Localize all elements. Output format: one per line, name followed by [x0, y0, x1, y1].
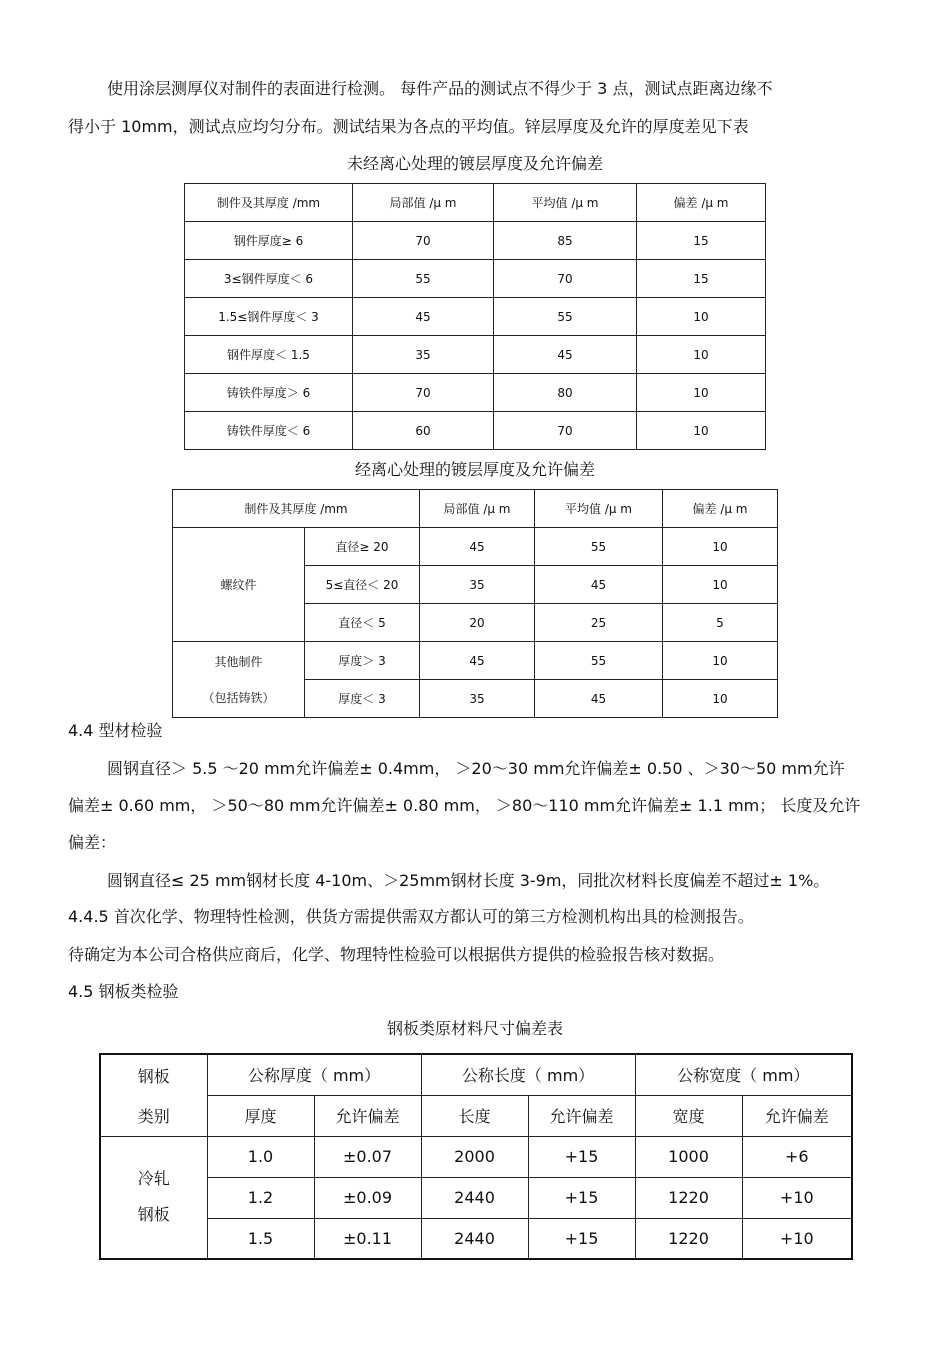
table-cell: 35 [420, 680, 535, 718]
table-cell: 55 [494, 298, 637, 336]
table-cell: 15 [637, 222, 766, 260]
table3-group-header-row [100, 1054, 852, 1095]
table-cell: 2440 [421, 1218, 528, 1259]
table2-header: 偏差 /μ m [663, 490, 778, 528]
table-cell: 80 [494, 374, 637, 412]
table-cell: +15 [528, 1218, 635, 1259]
table-cell: 3≤钢件厚度＜ 6 [185, 260, 353, 298]
table-cell: 2440 [421, 1177, 528, 1218]
table3-subheader: 厚度 [207, 1095, 314, 1136]
table2-caption: 经离心处理的镀层厚度及允许偏差 [354, 460, 595, 479]
table-cell: 45 [494, 336, 637, 374]
table-cell: 1220 [635, 1218, 742, 1259]
table3-category-line1: 冷轧 [137, 1169, 170, 1189]
section-4-4-5-line2: 待确定为本公司合格供应商后，化学、物理特性检验可以根据供方提供的检验报告核对数据。 [68, 945, 725, 964]
table-cell: 10 [637, 412, 766, 450]
table-cell: 45 [353, 298, 494, 336]
table-row [100, 1218, 852, 1259]
intro-line-1: 使用涂层测厚仪对制件的表面进行检测。 每件产品的测试点不得少于 3 点，测试点距离边缘不 [107, 79, 773, 98]
section-4-4-p1-line1: 圆钢直径＞ 5.5 ～20 mm允许偏差± 0.4mm， ＞20～30 mm允许偏差± 0.50 、＞30～50 mm允许 [107, 759, 845, 778]
table-centrifuged [172, 489, 778, 718]
table-cell: 35 [420, 566, 535, 604]
table3-group-thickness: 公称厚度（ mm） [207, 1054, 421, 1095]
table-cell: 5≤直径＜ 20 [305, 566, 420, 604]
table-cell: +10 [742, 1218, 852, 1259]
table3-category [100, 1136, 207, 1259]
table-row [173, 528, 778, 566]
table-row [100, 1177, 852, 1218]
table-cell: 厚度＜ 3 [305, 680, 420, 718]
table2-header: 局部值 /μ m [420, 490, 535, 528]
table-cell: 10 [663, 566, 778, 604]
table-cell: 1.5 [207, 1218, 314, 1259]
table3-caption: 钢板类原材料尺寸偏差表 [386, 1019, 563, 1038]
table-steel-plate [99, 1053, 853, 1260]
table-cell: 35 [353, 336, 494, 374]
table-row [185, 412, 766, 450]
table-cell: 1.2 [207, 1177, 314, 1218]
table-cell: 70 [494, 412, 637, 450]
table-cell: 45 [535, 566, 663, 604]
intro-line-2: 得小于 10mm，测试点应均匀分布。测试结果为各点的平均值。锌层厚度及允许的厚度差见下表 [68, 117, 749, 136]
table1-header: 局部值 /μ m [353, 184, 494, 222]
table-cell: 85 [494, 222, 637, 260]
table3-subheader: 允许偏差 [742, 1095, 852, 1136]
group-label-threaded: 螺纹件 [173, 528, 305, 642]
table-cell: ±0.09 [314, 1177, 421, 1218]
table-cell: ±0.11 [314, 1218, 421, 1259]
section-4-4-p2: 圆钢直径≤ 25 mm钢材长度 4-10m、＞25mm钢材长度 3-9m，同批次材料长度偏差不超过± 1%。 [107, 871, 830, 890]
table1-header: 制件及其厚度 /mm [185, 184, 353, 222]
table-cell: 45 [420, 642, 535, 680]
table-cell: 55 [535, 528, 663, 566]
table-cell: 5 [663, 604, 778, 642]
table-cell: 钢件厚度≥ 6 [185, 222, 353, 260]
table-cell: 60 [353, 412, 494, 450]
table-cell: 直径≥ 20 [305, 528, 420, 566]
table3-sub-header-row [100, 1095, 852, 1136]
table-cell: 10 [663, 528, 778, 566]
table2-header-row [173, 490, 778, 528]
table1-header: 平均值 /μ m [494, 184, 637, 222]
section-4-4-5-line1: 4.4.5 首次化学、物理特性检测，供货方需提供需双方都认可的第三方检测机构出具的检测报告。 [68, 907, 754, 926]
table3-group-length: 公称长度（ mm） [421, 1054, 635, 1095]
table3-group-width: 公称宽度（ mm） [635, 1054, 852, 1095]
table-cell: 55 [353, 260, 494, 298]
table-cell: +10 [742, 1177, 852, 1218]
table2-header: 制件及其厚度 /mm [173, 490, 420, 528]
table3-subheader: 允许偏差 [314, 1095, 421, 1136]
section-4-4-heading: 4.4 型材检验 [68, 721, 163, 740]
table-row [173, 642, 778, 680]
table1-header: 偏差 /μ m [637, 184, 766, 222]
table-cell: 15 [637, 260, 766, 298]
table-cell: ±0.07 [314, 1136, 421, 1177]
table3-subheader: 允许偏差 [528, 1095, 635, 1136]
table-cell: 10 [663, 642, 778, 680]
group-label-other [173, 642, 305, 718]
table-cell: 钢件厚度＜ 1.5 [185, 336, 353, 374]
table-cell: 10 [637, 298, 766, 336]
table-cell: 45 [420, 528, 535, 566]
table-cell: 10 [637, 374, 766, 412]
group-label-other-line1: 其他制件 [214, 654, 263, 669]
group-label-other-line2: （包括铸铁） [202, 690, 275, 705]
table2-header: 平均值 /μ m [535, 490, 663, 528]
table-cell: 铸铁件厚度＜ 6 [185, 412, 353, 450]
table-cell: 20 [420, 604, 535, 642]
table3-category-line2: 钢板 [137, 1205, 170, 1225]
table-row [185, 374, 766, 412]
table1-header-row [185, 184, 766, 222]
section-4-4-p1-line2: 偏差± 0.60 mm， ＞50～80 mm允许偏差± 0.80 mm， ＞80～110 mm允许偏差± 1.1 mm； 长度及允许 [68, 796, 861, 815]
table-cell: +15 [528, 1177, 635, 1218]
table-cell: 1000 [635, 1136, 742, 1177]
table-row [185, 298, 766, 336]
table-cell: 2000 [421, 1136, 528, 1177]
table-row [185, 260, 766, 298]
table1-caption: 未经离心处理的镀层厚度及允许偏差 [346, 154, 603, 173]
table3-subheader: 长度 [421, 1095, 528, 1136]
table-row [185, 336, 766, 374]
table-cell: 45 [535, 680, 663, 718]
table-cell: 1.5≤钢件厚度＜ 3 [185, 298, 353, 336]
table-cell: 厚度＞ 3 [305, 642, 420, 680]
table-cell: 1220 [635, 1177, 742, 1218]
table-cell: 70 [353, 374, 494, 412]
table-row [185, 222, 766, 260]
section-4-5-heading: 4.5 钢板类检验 [68, 982, 179, 1001]
table-cell: +6 [742, 1136, 852, 1177]
table3-colhead-top: 钢板 [100, 1054, 207, 1095]
table-cell: 10 [663, 680, 778, 718]
table-cell: 25 [535, 604, 663, 642]
table-cell: 铸铁件厚度＞ 6 [185, 374, 353, 412]
table-cell: 70 [494, 260, 637, 298]
table-uncentrifuged [184, 183, 766, 450]
table-cell: 1.0 [207, 1136, 314, 1177]
table3-colhead-bottom: 类别 [100, 1095, 207, 1136]
table-cell: +15 [528, 1136, 635, 1177]
table-row [100, 1136, 852, 1177]
table-cell: 10 [637, 336, 766, 374]
table3-subheader: 宽度 [635, 1095, 742, 1136]
section-4-4-p1-line3: 偏差： [68, 833, 117, 852]
table-cell: 直径＜ 5 [305, 604, 420, 642]
table-cell: 70 [353, 222, 494, 260]
table-cell: 55 [535, 642, 663, 680]
